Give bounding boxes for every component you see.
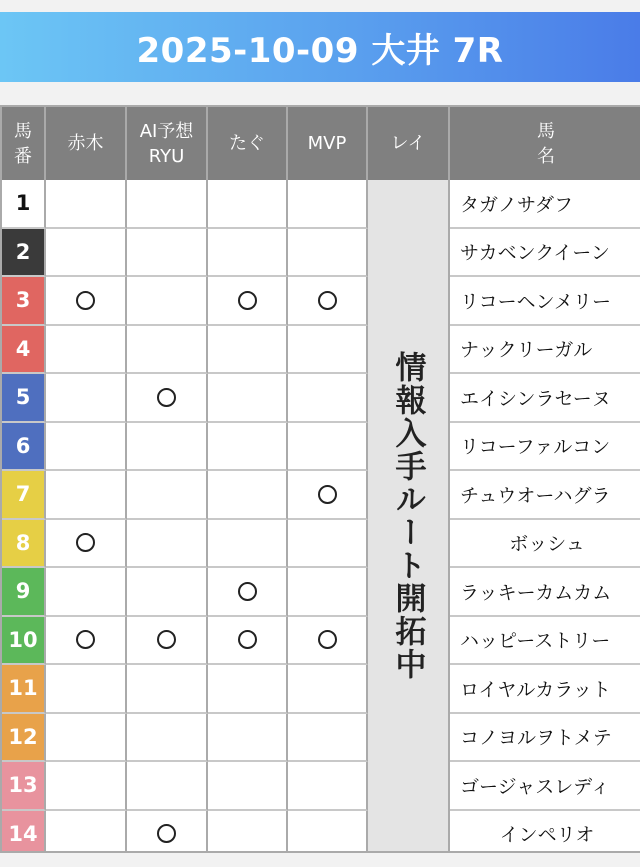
horse-name: タガノサダフ (450, 180, 640, 229)
horse-number: 11 (2, 665, 46, 714)
mark-cell-tagu (208, 811, 288, 854)
horse-number: 3 (2, 277, 46, 326)
header-horse-line1: 馬 (537, 120, 555, 142)
mark-cell-akagi (46, 374, 127, 423)
table-body (2, 180, 640, 853)
horse-name: ボッシュ (450, 520, 640, 569)
table-row (2, 811, 640, 854)
horse-name: エイシンラセーヌ (450, 374, 640, 423)
mark-cell-mvp (288, 568, 368, 617)
horse-number: 8 (2, 520, 46, 569)
circle-mark-icon (238, 291, 257, 310)
mark-cell-mvp (288, 714, 368, 763)
table-row (2, 374, 640, 423)
mark-cell-tagu (208, 326, 288, 375)
horse-name: リコーファルコン (450, 423, 640, 472)
table-row (2, 277, 640, 326)
table-row (2, 180, 640, 229)
mark-cell-akagi (46, 714, 127, 763)
horse-number: 2 (2, 229, 46, 278)
mark-cell-mvp (288, 180, 368, 229)
mark-cell-mvp (288, 326, 368, 375)
horse-number: 9 (2, 568, 46, 617)
mark-cell-akagi (46, 326, 127, 375)
rei-note-text: 情報入手ルート開拓中 (389, 351, 426, 681)
mark-cell-ai (127, 568, 208, 617)
mark-cell-mvp (288, 423, 368, 472)
race-title-bar (0, 12, 640, 82)
table-row (2, 714, 640, 763)
header-horse-line2: 名 (537, 145, 555, 167)
mark-cell-mvp (288, 374, 368, 423)
table-row (2, 471, 640, 520)
circle-mark-icon (157, 388, 176, 407)
circle-mark-icon (76, 291, 95, 310)
mark-cell-tagu (208, 374, 288, 423)
horse-number: 14 (2, 811, 46, 854)
mark-cell-tagu (208, 617, 288, 666)
horse-number: 6 (2, 423, 46, 472)
mark-cell-akagi (46, 180, 127, 229)
circle-mark-icon (318, 485, 337, 504)
header-number (2, 107, 46, 180)
table-row (2, 326, 640, 375)
mark-cell-tagu (208, 520, 288, 569)
horse-name: サカベンクイーン (450, 229, 640, 278)
table-header (2, 107, 640, 180)
horse-number: 7 (2, 471, 46, 520)
header-number-line1: 馬 (14, 120, 32, 142)
horse-number: 5 (2, 374, 46, 423)
mark-cell-ai (127, 762, 208, 811)
table-row (2, 568, 640, 617)
mark-cell-mvp (288, 277, 368, 326)
table-row (2, 423, 640, 472)
mark-cell-mvp (288, 520, 368, 569)
circle-mark-icon (76, 630, 95, 649)
header-ai (127, 107, 208, 180)
mark-cell-mvp (288, 471, 368, 520)
circle-mark-icon (157, 824, 176, 843)
rei-column-note (368, 180, 450, 853)
horse-number: 13 (2, 762, 46, 811)
mark-cell-ai (127, 520, 208, 569)
mark-cell-ai (127, 326, 208, 375)
mark-cell-akagi (46, 423, 127, 472)
circle-mark-icon (238, 582, 257, 601)
mark-cell-tagu (208, 180, 288, 229)
horse-name: ラッキーカムカム (450, 568, 640, 617)
mark-cell-tagu (208, 277, 288, 326)
header-akagi: 赤木 (46, 107, 127, 180)
circle-mark-icon (157, 630, 176, 649)
mark-cell-akagi (46, 277, 127, 326)
mark-cell-akagi (46, 568, 127, 617)
mark-cell-tagu (208, 665, 288, 714)
table-row (2, 520, 640, 569)
header-horse-name (450, 107, 640, 180)
header-rei: レイ (368, 107, 450, 180)
race-title: 2025-10-09 大井 7R (136, 30, 504, 71)
mark-cell-ai (127, 229, 208, 278)
horse-number: 4 (2, 326, 46, 375)
table-row (2, 229, 640, 278)
header-mvp: MVP (288, 107, 368, 180)
mark-cell-ai (127, 714, 208, 763)
mark-cell-akagi (46, 811, 127, 854)
mark-cell-ai (127, 665, 208, 714)
horse-number: 10 (2, 617, 46, 666)
mark-cell-ai (127, 374, 208, 423)
horse-name: インペリオ (450, 811, 640, 854)
mark-cell-akagi (46, 520, 127, 569)
mark-cell-tagu (208, 762, 288, 811)
mark-cell-tagu (208, 471, 288, 520)
header-ai-line1: AI予想 (139, 120, 194, 142)
horse-name: ハッピーストリー (450, 617, 640, 666)
mark-cell-ai (127, 471, 208, 520)
mark-cell-mvp (288, 617, 368, 666)
mark-cell-ai (127, 277, 208, 326)
circle-mark-icon (318, 630, 337, 649)
mark-cell-akagi (46, 229, 127, 278)
mark-cell-mvp (288, 811, 368, 854)
mark-cell-ai (127, 423, 208, 472)
mark-cell-ai (127, 811, 208, 854)
mark-cell-ai (127, 617, 208, 666)
mark-cell-akagi (46, 471, 127, 520)
header-tagu: たぐ (208, 107, 288, 180)
table-row (2, 762, 640, 811)
horse-name: ロイヤルカラット (450, 665, 640, 714)
prediction-table (0, 105, 640, 853)
header-ai-line2: RYU (148, 145, 185, 167)
mark-cell-akagi (46, 762, 127, 811)
horse-name: リコーヘンメリー (450, 277, 640, 326)
mark-cell-ai (127, 180, 208, 229)
horse-number: 1 (2, 180, 46, 229)
mark-cell-akagi (46, 665, 127, 714)
circle-mark-icon (76, 533, 95, 552)
mark-cell-mvp (288, 229, 368, 278)
mark-cell-tagu (208, 568, 288, 617)
horse-name: チュウオーハグラ (450, 471, 640, 520)
horse-name: ゴージャスレディ (450, 762, 640, 811)
table-row (2, 665, 640, 714)
horse-number: 12 (2, 714, 46, 763)
circle-mark-icon (318, 291, 337, 310)
horse-name: ナックリーガル (450, 326, 640, 375)
mark-cell-tagu (208, 229, 288, 278)
header-number-line2: 番 (14, 145, 32, 167)
circle-mark-icon (238, 630, 257, 649)
table-row (2, 617, 640, 666)
mark-cell-akagi (46, 617, 127, 666)
mark-cell-mvp (288, 665, 368, 714)
horse-name: コノヨルヲトメテ (450, 714, 640, 763)
mark-cell-tagu (208, 714, 288, 763)
mark-cell-tagu (208, 423, 288, 472)
mark-cell-mvp (288, 762, 368, 811)
